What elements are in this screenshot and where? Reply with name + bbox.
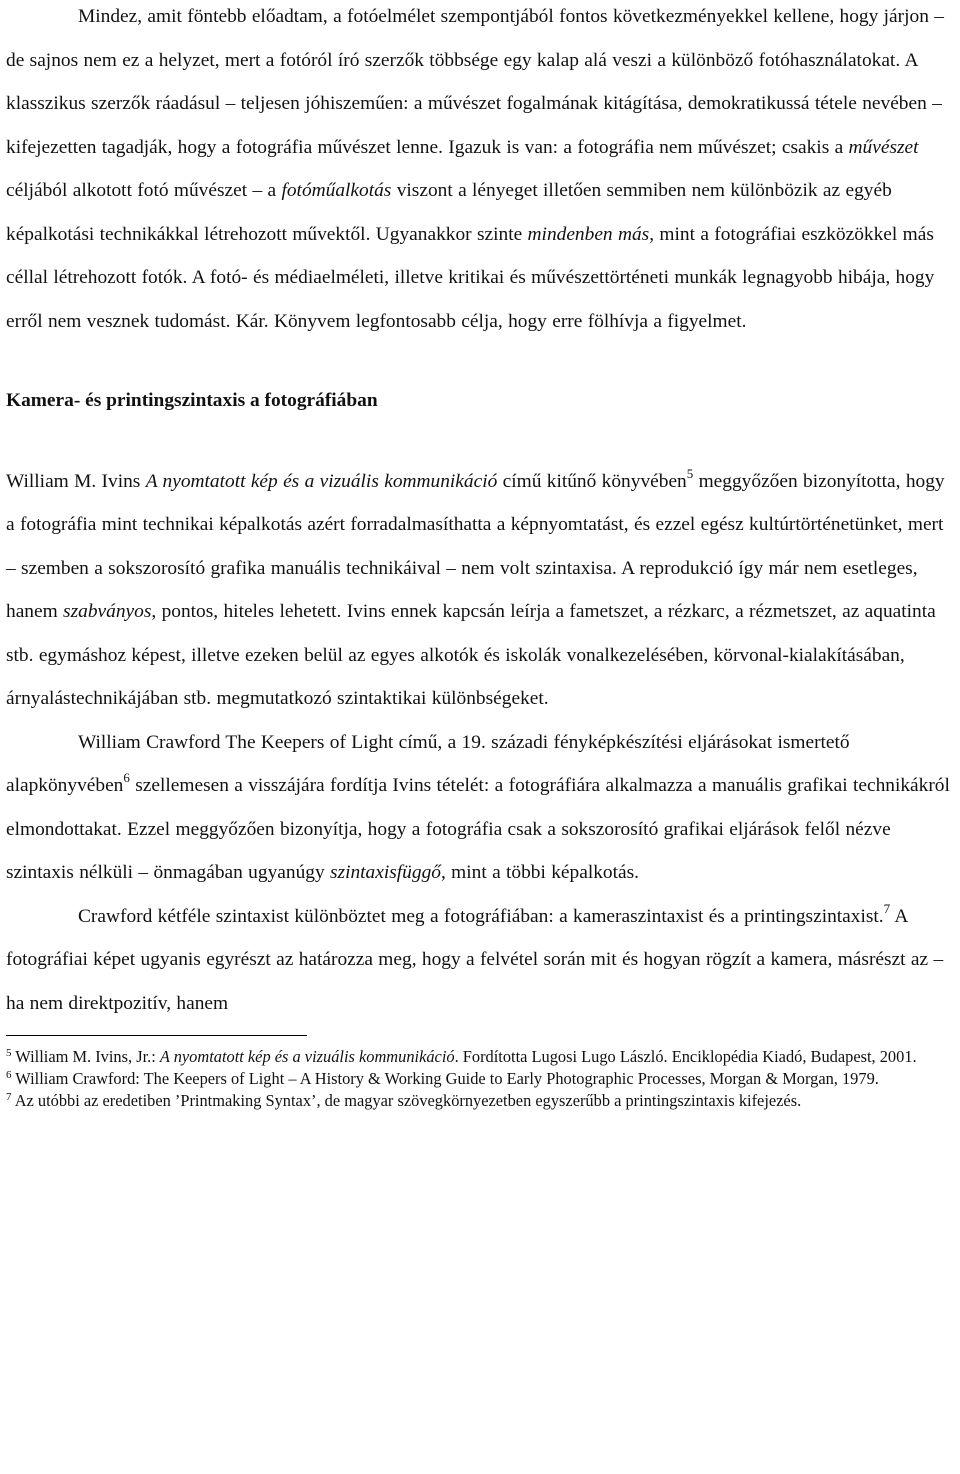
text-run: A fotográfiai képet ugyanis egyrészt az határozza meg, hogy a felvétel során mit és hogyan rögzít a kamera, másrészt az – ha nem direktpozitív, hanem [6, 905, 944, 1014]
italic-term: szabványos [63, 601, 152, 622]
footnote-5 [6, 1046, 954, 1068]
italic-term: művészet [848, 136, 919, 158]
text-run: , mint a többi képalkotás. [440, 862, 639, 883]
text-run: Az utóbbi az eredetiben ’Printmaking Syntax’, de magyar szövegkörnyezetben egyszerűbb a printingszintaxis kifejezés. [11, 1091, 802, 1110]
paragraph-syntax [6, 895, 954, 1026]
text-run: című kitűnő könyvében [497, 470, 687, 492]
text-run: Crawford kétféle szintaxist különböztet meg a fotográfiában: a kameraszintaxist és a printingszintaxist. [78, 905, 884, 927]
italic-term: mindenben más [527, 223, 650, 245]
italic-term: szintaxisfüggő [330, 862, 441, 883]
footnote-number: 7 [6, 1091, 12, 1103]
text-run: viszont a lényeget illetően semmiben nem különbözik az egyéb képalkotási technikákkal létrehozott művektől. Ugyanakkor szinte [6, 180, 892, 245]
text-run: William Crawford: The Keepers of Light – A History & Working Guide to Early Photographic Processes, Morgan & Morgan, 1979. [11, 1069, 879, 1088]
footnotes [6, 1046, 954, 1112]
text-run: meggyőzően bizonyította, hogy a fotográfia mint technikai képalkotás azért forradalmasíthatta a képnyomtatást, és ezzel egész kultúrtörténetünket, mert – szemben a sokszorosító grafika manuális technikáival – nem volt szintaxisa. A reprodukció így már nem esetleges, hanem [6, 470, 945, 622]
footnote-number: 5 [6, 1047, 12, 1059]
text-run: William M. Ivins [6, 470, 146, 492]
footnote-ref-7[interactable]: 7 [883, 900, 891, 916]
text-run: , pontos, hiteles lehetett. Ivins ennek kapcsán leírja a fametszet, a rézkarc, a rézmetszet, az aquatinta stb. egymáshoz képest, illetve ezeken belül az egyes alkotók és iskolák vonalkezelésében, körvonal-kialakításában, árnyalástechnikájában stb. megmutatkozó szintaktikai különbségeket. [6, 601, 936, 709]
footnote-7 [6, 1090, 954, 1112]
text-run: William M. Ivins, Jr.: [11, 1047, 160, 1066]
paragraph-intro [6, 0, 954, 343]
document-page [6, 0, 954, 1112]
italic-term: fotóműalkotás [281, 180, 392, 201]
italic-title: A nyomtatott kép és a vizuális kommunikáció [145, 470, 498, 492]
paragraph-crawford [6, 721, 954, 895]
text-run: . Fordította Lugosi Lugo László. Enciklopédia Kiadó, Budapest, 2001. [454, 1047, 917, 1066]
text-run: , mint a fotográfiai eszközökkel más céllal létrehozott fotók. A fotó- és médiaelméleti, illetve kritikai és művészettörténeti munkák legnagyobb hibája, hogy erről nem vesznek tudomást. Kár. Könyvem legfontosabb célja, hogy erre fölhívja a figyelmet. [6, 223, 935, 332]
footnote-number: 6 [6, 1069, 12, 1081]
text-run: szellemesen a visszájára fordítja Ivins tételét: a fotográfiára alkalmazza a manuális grafikai technikákról elmondottakat. Ezzel meggyőzően bizonyítja, hogy a fotográfia csak a sokszorosító grafikai eljárások felől nézve szintaxis nélküli – önmagában ugyanúgy [6, 775, 950, 883]
section-heading: Kamera- és printingszintaxis a fotográfiában [6, 390, 378, 411]
footnote-separator [6, 1035, 307, 1036]
footnote-ref-6[interactable]: 6 [123, 770, 130, 785]
italic-title: A nyomtatott kép és a vizuális kommunikáció [159, 1047, 455, 1066]
paragraph-ivins [6, 460, 954, 721]
text-run: céljából alkotott fotó művészet – a [6, 180, 282, 201]
text-run: Mindez, amit föntebb előadtam, a fotóelmélet szempontjából fontos következményekkel kellene, hogy járjon – de sajnos nem ez a helyzet, mert a fotóról író szerzők többsége egy kalap alá veszi a különböző fotóhasználatokat. A klasszikus szerzők ráadásul – teljesen jóhiszeműen: a művészet fogalmának kitágítása, demokratikussá tétele nevében – kifejezetten tagadják, hogy a fotográfia művészet lenne. Igazuk is van: a fotográfia nem művészet; csakis a [6, 6, 944, 158]
footnote-6 [6, 1068, 954, 1090]
footnote-ref-5[interactable]: 5 [686, 465, 694, 481]
text-run: William Crawford The Keepers of Light című, a 19. századi fényképkészítési eljárásokat ismertető alapkönyvében [6, 731, 850, 796]
